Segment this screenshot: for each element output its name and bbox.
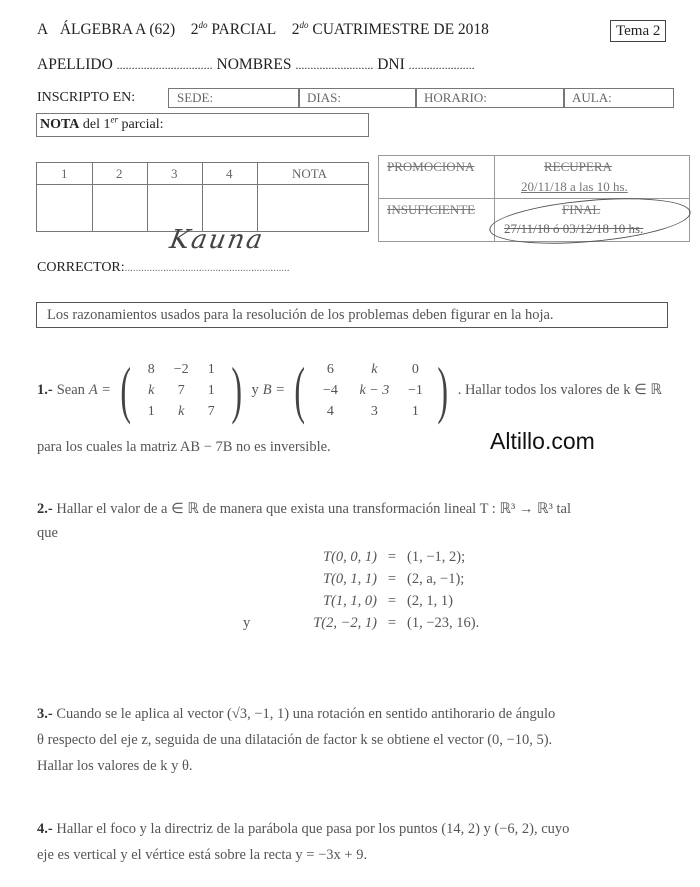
equation-system (243, 548, 537, 632)
matrix-cell: −1 (407, 382, 423, 398)
sede-label: SEDE: (177, 90, 214, 105)
matrix-cell: 1 (207, 382, 215, 398)
nota-primer-label (40, 115, 164, 135)
corrector-signature: Kauna (167, 225, 267, 255)
eq-prefix (243, 548, 267, 566)
matrix-cell: −4 (322, 382, 338, 398)
problem-1-post: . Hallar todos los valores de k ∈ ℝ (457, 382, 662, 398)
matrix-cell: k (371, 361, 378, 377)
apellido-field[interactable]: ................................ (116, 58, 213, 72)
eq-sign: = (387, 571, 397, 587)
grade-header-2: 2 (116, 166, 123, 181)
exam-type: PARCIAL (211, 21, 277, 38)
nota-rest: del 1 (82, 117, 111, 132)
problem-1-line2: para los cuales la matriz AB − 7B no es inversible. (37, 439, 331, 455)
eq-prefix: y (243, 615, 251, 631)
final-label: FINAL (562, 202, 601, 217)
exam-number: 2 (190, 21, 199, 38)
dias-label: DIAS: (307, 90, 341, 105)
term-sup: do (299, 19, 309, 30)
problem-3-line3: Hallar los valores de k y θ. (37, 758, 193, 774)
problem-2-text2: que (37, 525, 58, 541)
matrix-cell: 1 (147, 403, 155, 419)
grade-header-1: 1 (61, 166, 68, 181)
eq-sign: = (387, 549, 397, 565)
problem-3-number: 3.- (37, 706, 53, 722)
corrector-field: ............................................................ (124, 262, 290, 274)
nombres-label: NOMBRES (216, 56, 292, 73)
matrix-cell: 7 (177, 382, 185, 398)
problem-3-line1: Cuando se le aplica al vector (√3, −1, 1) una rotación en sentido antihorario de ángulo (56, 706, 556, 722)
matrix-cell: 8 (147, 361, 155, 377)
nota-bold: NOTA (40, 117, 80, 132)
aula-label: AULA: (572, 90, 612, 105)
student-line (37, 55, 475, 75)
notice-text: Los razonamientos usados para la resolución de los problemas deben figurar en la hoja. (47, 307, 554, 323)
eq-rhs: (2, 1, 1) (407, 593, 453, 609)
promociona-label: PROMOCIONA (387, 159, 475, 174)
grades-table (36, 162, 369, 232)
matrix-cell: 1 (411, 403, 419, 419)
exam-header (37, 20, 489, 40)
matrix-a-label: A = (88, 382, 111, 398)
corrector-label: CORRECTOR: (37, 260, 125, 275)
matrix-a: ( 8 −2 1 k 7 1 1 k 7 ) (120, 354, 243, 425)
problem-1-mid: y (251, 382, 259, 398)
aula-field[interactable] (563, 88, 674, 108)
dni-label: DNI (377, 56, 405, 73)
circled-mark (488, 191, 693, 250)
eq-rhs: (1, −23, 16). (407, 615, 480, 631)
status-box (378, 155, 690, 242)
matrix-cell: 0 (411, 361, 419, 377)
apellido-label: APELLIDO (37, 56, 113, 73)
inscripto-label: INSCRIPTO EN: (37, 90, 136, 105)
matrix-cell: k − 3 (359, 382, 390, 398)
dni-field[interactable]: ...................... (408, 58, 475, 72)
sede-field[interactable] (168, 88, 300, 108)
eq-lhs: T(2, −2, 1) (313, 615, 377, 631)
grade-header-4: 4 (226, 166, 233, 181)
grade-header-nota: NOTA (292, 166, 328, 181)
problem-3-line2: θ respecto del eje z, seguida de una dilatación de factor k se obtiene el vector (0, −10, 5). (37, 732, 553, 748)
eq-lhs: T(1, 1, 0) (323, 593, 377, 609)
matrix-cell: 6 (326, 361, 334, 377)
problem-1-pre: Sean (56, 382, 85, 398)
eq-sign: = (387, 593, 397, 609)
problem-2-number: 2.- (37, 501, 53, 517)
matrix-b: ( 6 k 0 −4 k − 3 −1 4 3 1 ) (294, 354, 449, 425)
eq-lhs: T(0, 1, 1) (323, 571, 377, 587)
matrix-cell: k (148, 382, 155, 398)
horario-label: HORARIO: (424, 90, 487, 105)
recupera-date: 20/11/18 a las 10 hs. (521, 179, 628, 194)
eq-prefix (243, 592, 267, 610)
grade-header-3: 3 (171, 166, 178, 181)
nota-end: parcial: (121, 117, 164, 132)
term: CUATRIMESTRE DE 2018 (312, 21, 489, 38)
problem-1 (37, 356, 662, 424)
problem-3 (37, 703, 555, 725)
nota-primer-parcial-field[interactable] (36, 113, 369, 137)
dias-field[interactable] (298, 88, 417, 108)
exam-sup: do (198, 19, 208, 30)
notice-box (36, 302, 668, 328)
exam-letter: A (37, 21, 49, 38)
nota-sup: er (110, 114, 119, 125)
problem-4-line2: eje es vertical y el vértice está sobre la recta y = −3x + 9. (37, 847, 368, 863)
watermark: Altillo.com (490, 428, 595, 454)
final-date: 27/11/18 ó 03/12/18 10 hs. (504, 221, 644, 236)
horario-field[interactable] (415, 88, 565, 108)
matrix-cell: k (178, 403, 185, 419)
corrector-line (37, 258, 290, 278)
insuficiente-label: INSUFICIENTE (387, 202, 476, 217)
eq-rhs: (2, a, −1); (407, 571, 465, 587)
eq-prefix (243, 570, 267, 588)
matrix-cell: 4 (326, 403, 334, 419)
matrix-cell: 7 (207, 403, 215, 419)
eq-sign: = (387, 615, 397, 631)
tema-badge: Tema 2 (610, 20, 666, 42)
term-number: 2 (291, 21, 300, 38)
course-name: ÁLGEBRA A (62) (59, 21, 176, 38)
problem-4 (37, 818, 569, 840)
problem-4-number: 4.- (37, 821, 53, 837)
problem-2-text: Hallar el valor de a ∈ ℝ de manera que exista una transformación lineal T : ℝ³ → ℝ³ tal (56, 501, 571, 517)
matrix-b-label: B = (262, 382, 286, 398)
problem-2 (37, 498, 571, 520)
eq-lhs: T(0, 0, 1) (323, 549, 377, 565)
matrix-cell: −2 (173, 361, 189, 377)
problem-4-line1: Hallar el foco y la directriz de la parábola que pasa por los puntos (14, 2) y (−6, 2), cuyo (56, 821, 570, 837)
recupera-label: RECUPERA (544, 159, 612, 174)
matrix-cell: 1 (207, 361, 215, 377)
eq-rhs: (1, −1, 2); (407, 549, 466, 565)
problem-1-number: 1.- (37, 382, 53, 398)
nombres-field[interactable]: .......................... (295, 58, 374, 72)
matrix-cell: 3 (370, 403, 378, 419)
